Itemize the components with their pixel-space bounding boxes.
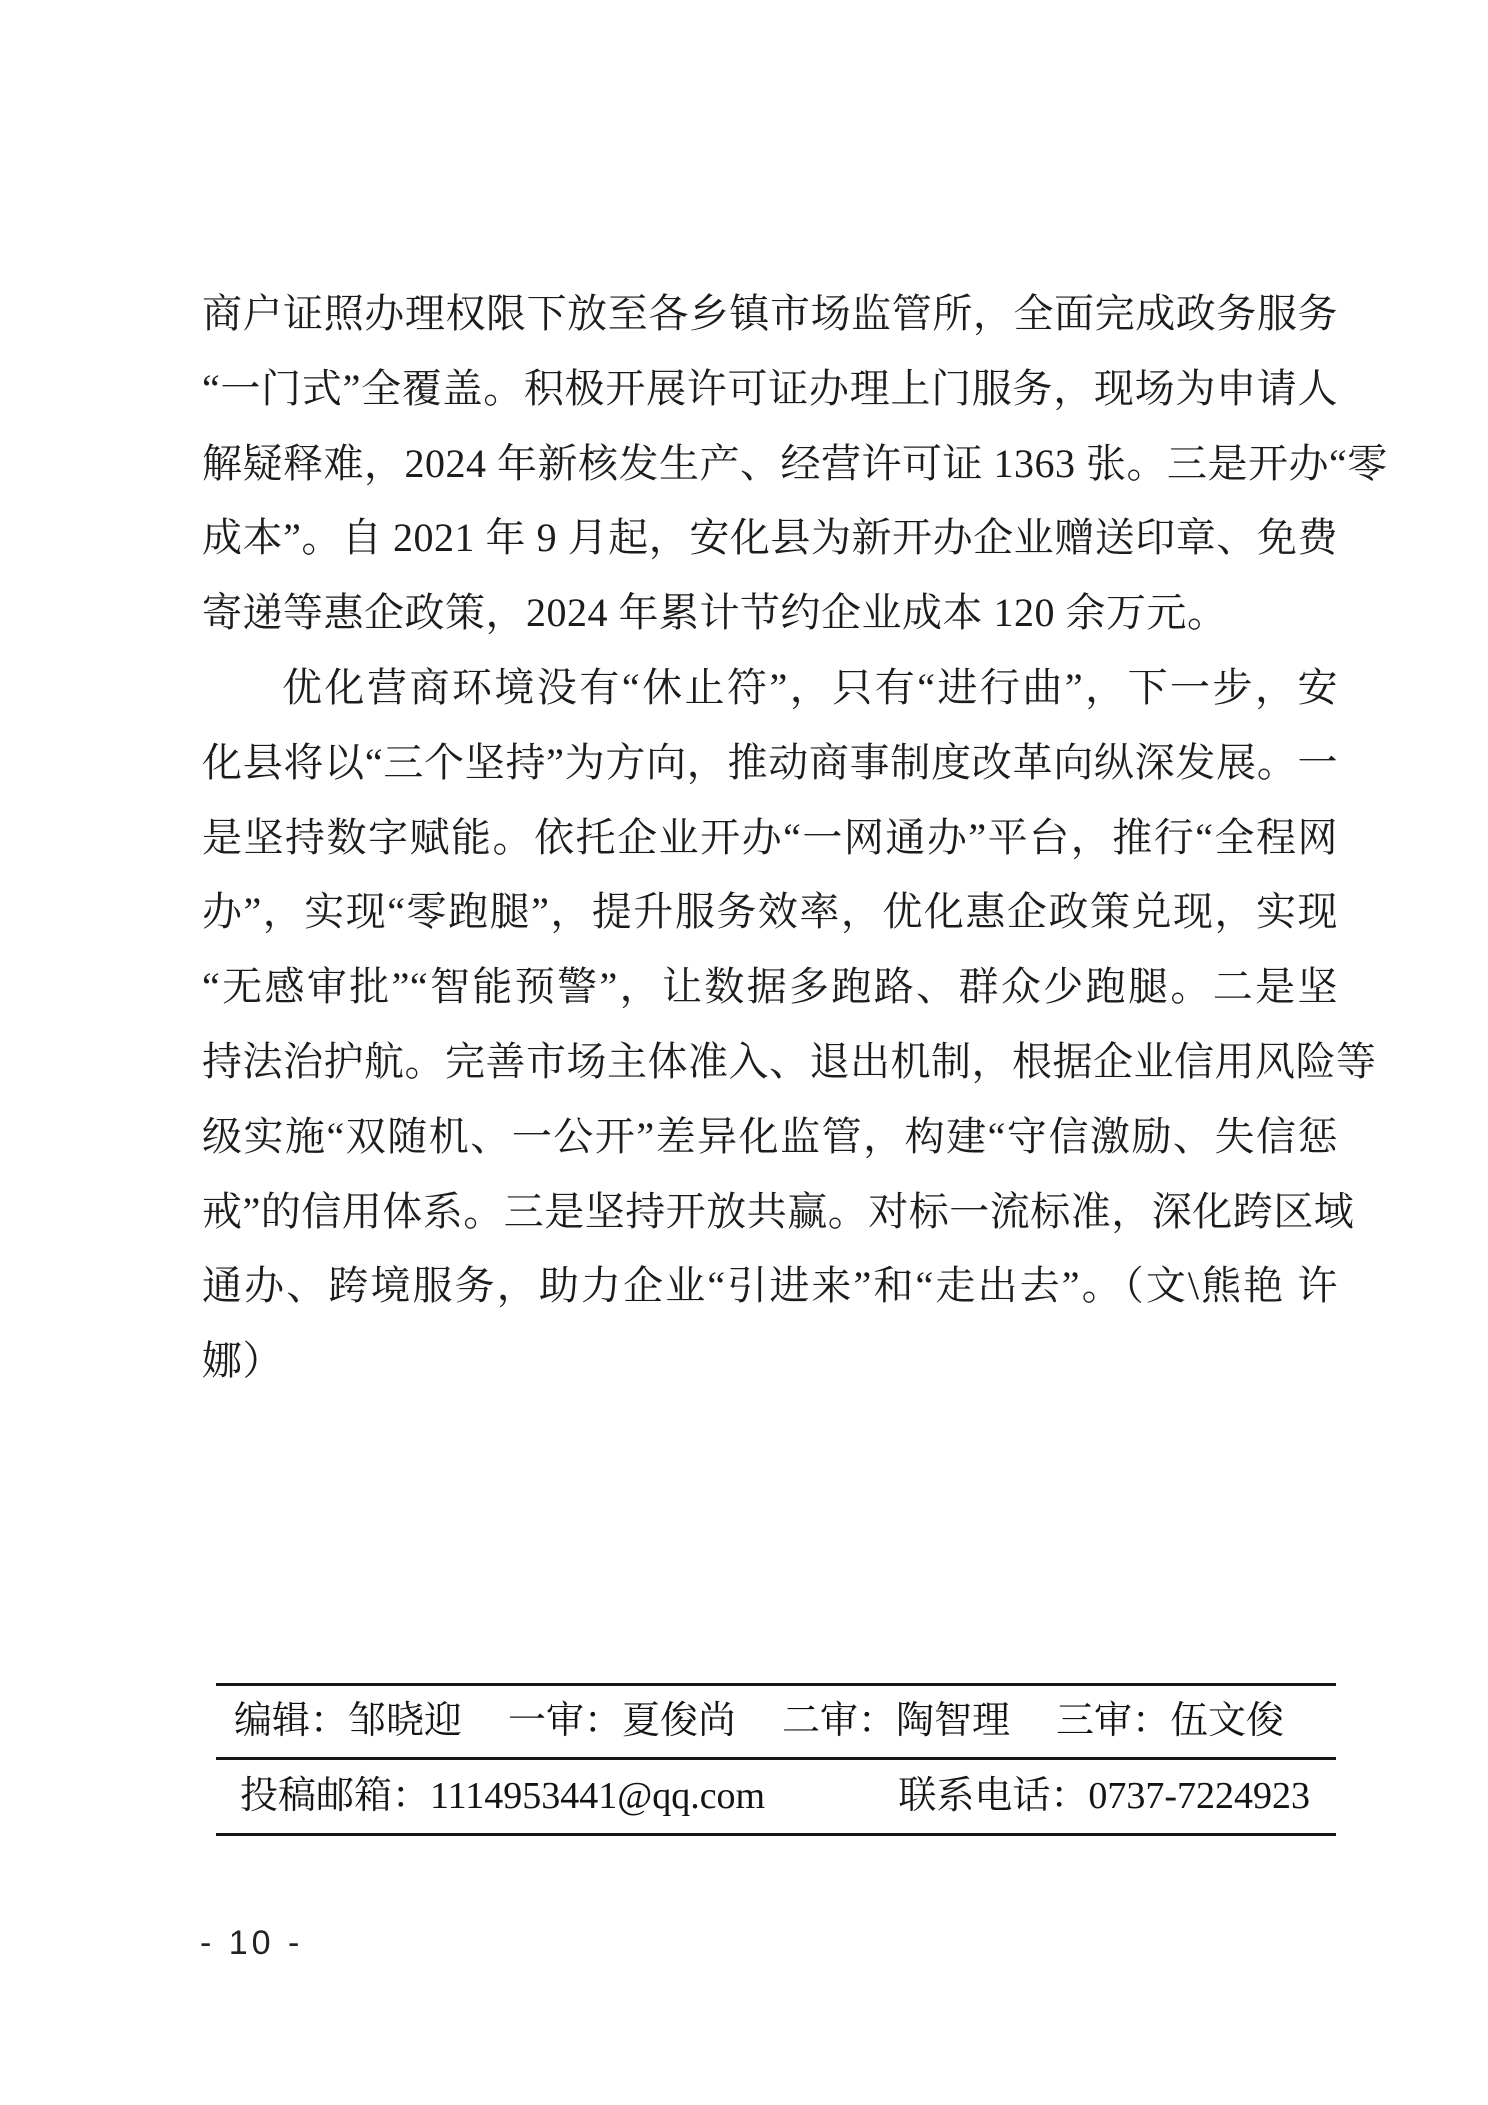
paragraph-1: [202, 277, 1388, 651]
body-line: 通办、跨境服务，助力企业“引进来”和“走出去”。（文\熊艳 许: [202, 1263, 1338, 1309]
body-line: 办”，实现“零跑腿”，提升服务效率，优化惠企政策兑现，实现: [202, 889, 1338, 935]
second-review-name: 陶智理: [895, 1700, 1010, 1742]
contact-phone-value: 0737-7224923: [1088, 1775, 1310, 1817]
second-review-credit: [782, 1699, 1010, 1743]
third-review-credit: [1056, 1699, 1284, 1743]
third-review-name: 伍文俊: [1169, 1700, 1284, 1742]
footer-review-row: [216, 1699, 1336, 1743]
first-review-label: 一审：: [507, 1700, 622, 1742]
footer-rule-top: [216, 1683, 1336, 1686]
body-line: 级实施“双随机、一公开”差异化监管，构建“守信激励、失信惩: [202, 1113, 1338, 1159]
editor-label: 编辑：: [234, 1700, 349, 1742]
submission-email-label: 投稿邮箱：: [240, 1775, 431, 1817]
body-line: 娜）: [202, 1338, 283, 1384]
body-line: 优化营商环境没有“休止符”，只有“进行曲”，下一步，安: [282, 664, 1338, 710]
second-review-label: 二审：: [781, 1700, 896, 1742]
first-review-name: 夏俊尚: [622, 1700, 737, 1742]
body-line: 戒”的信用体系。三是坚持开放共赢。对标一流标准，深化跨区域: [202, 1188, 1355, 1234]
editor-credit: [234, 1699, 462, 1743]
contact-phone-label: 联系电话：: [898, 1775, 1089, 1817]
body-line: 寄递等惠企政策，2024 年累计节约企业成本 120 余万元。: [202, 590, 1228, 636]
third-review-label: 三审：: [1055, 1700, 1170, 1742]
body-line: 成本”。自 2021 年 9 月起，安化县为新开办企业赠送印章、免费: [202, 515, 1338, 561]
body-line: “无感审批”“智能预警”，让数据多跑路、群众少跑腿。二是坚: [202, 964, 1338, 1010]
submission-email-value: 1114953441@qq.com: [430, 1775, 766, 1817]
article-body: [202, 277, 1388, 1399]
body-line: 商户证照办理权限下放至各乡镇市场监管所，全面完成政务服务: [202, 291, 1338, 336]
body-line: 解疑释难，2024 年新核发生产、经营许可证 1363 张。三是开办“零: [202, 440, 1388, 486]
footer-rule-middle: [216, 1757, 1336, 1760]
contact-phone: [898, 1774, 1310, 1818]
footer-rule-bottom: [216, 1833, 1336, 1836]
body-line: “一门式”全覆盖。积极开展许可证办理上门服务，现场为申请人: [202, 365, 1338, 411]
page-number: - 10 -: [200, 1924, 304, 1962]
first-review-credit: [508, 1699, 736, 1743]
submission-email: [240, 1774, 765, 1818]
paragraph-2: [202, 651, 1377, 1399]
body-line: 持法治护航。完善市场主体准入、退出机制，根据企业信用风险等: [202, 1038, 1377, 1084]
editor-name: 邹晓迎: [348, 1700, 463, 1742]
body-line: 是坚持数字赋能。依托企业开办“一网通办”平台，推行“全程网: [202, 814, 1338, 860]
footer-contact-row: [216, 1774, 1336, 1818]
body-line: 化县将以“三个坚持”为方向，推动商事制度改革向纵深发展。一: [202, 739, 1338, 785]
